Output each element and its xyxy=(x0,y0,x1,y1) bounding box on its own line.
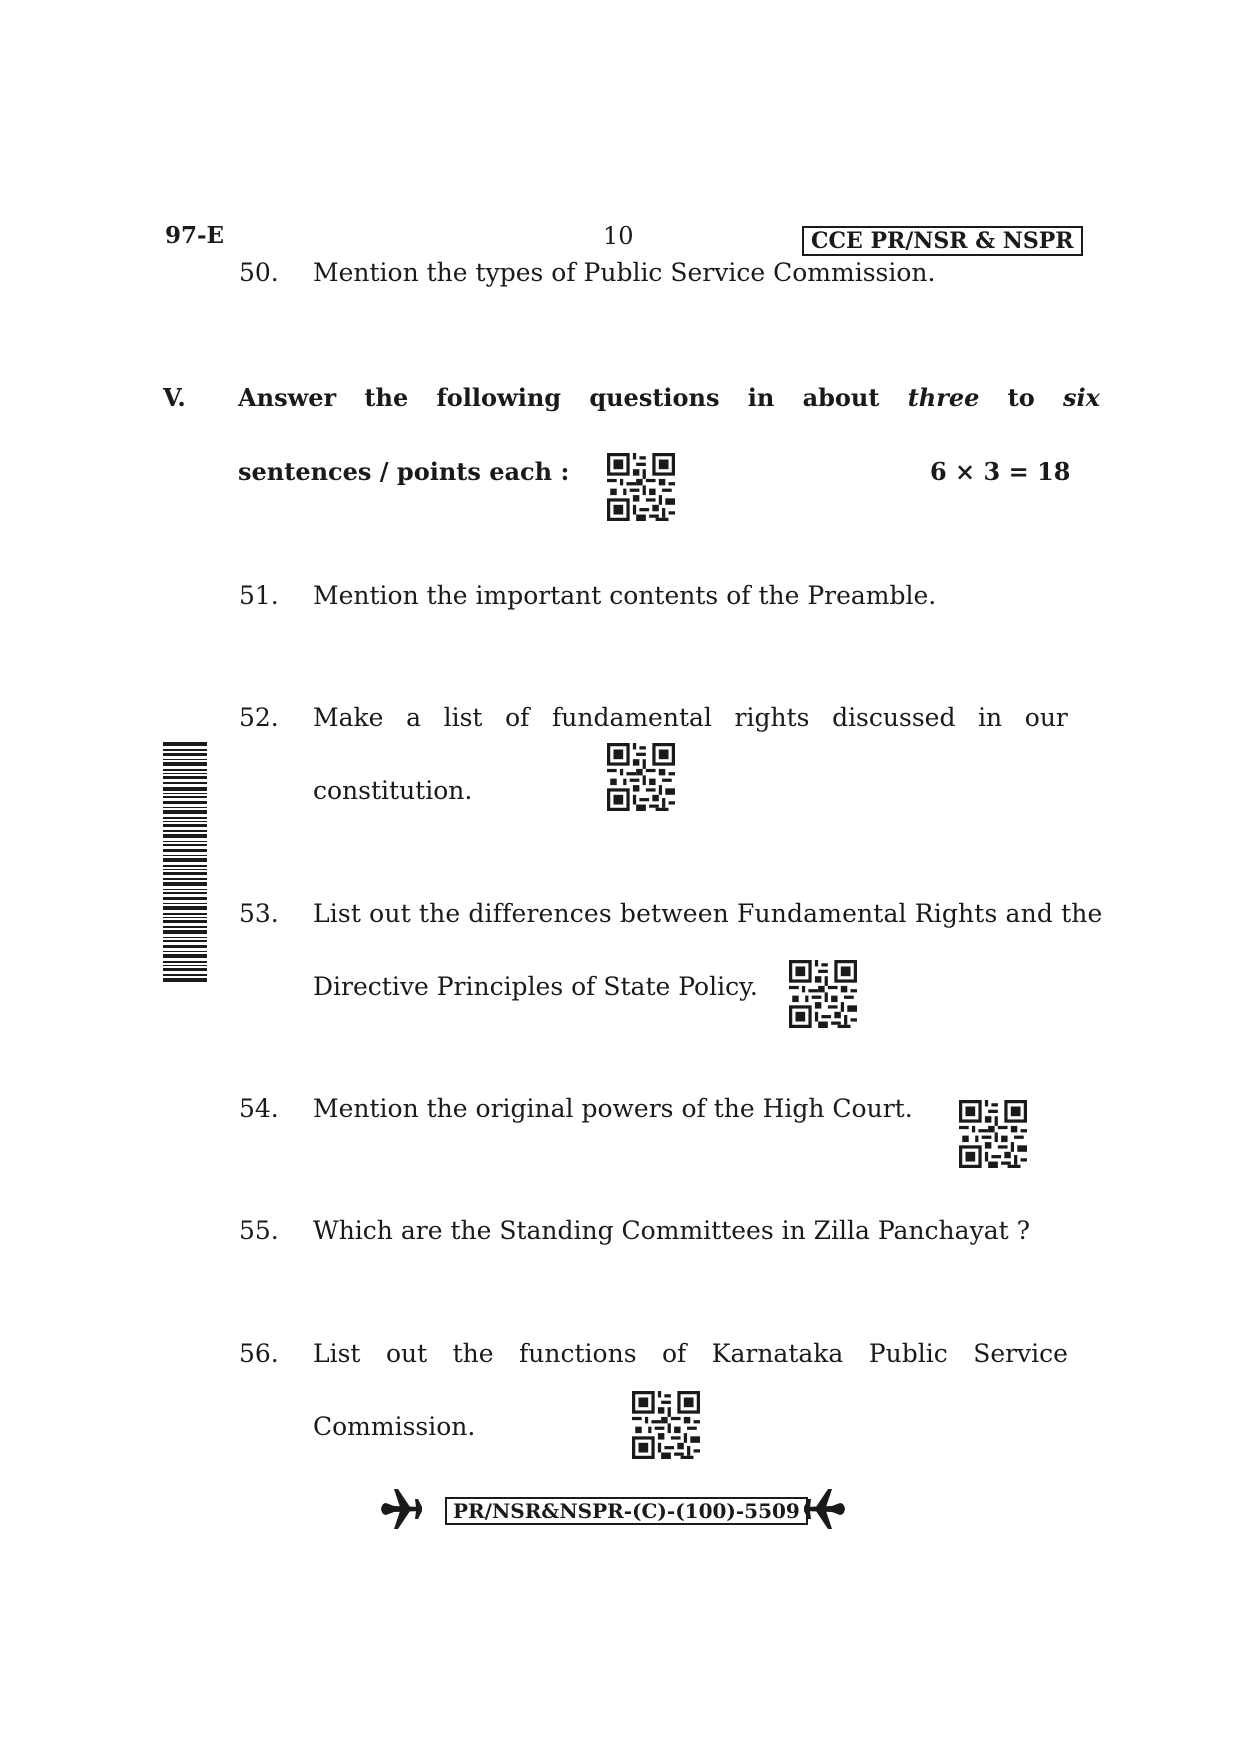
word: a xyxy=(406,703,421,732)
page-number: 10 xyxy=(603,222,634,250)
exam-code-box: CCE PR/NSR & NSPR xyxy=(802,226,1083,256)
qr-code-icon xyxy=(789,960,857,1028)
word: three xyxy=(907,383,980,412)
word: Make xyxy=(313,703,384,732)
question-text-line1: List out the differences between Fundamental Rights and the xyxy=(313,899,1103,928)
paper-code: 97-E xyxy=(165,222,225,249)
word: our xyxy=(1024,703,1068,732)
question-text: Mention the types of Public Service Commission. xyxy=(313,258,936,287)
question-text-line2: Commission. xyxy=(313,1412,476,1441)
airplane-icon xyxy=(802,1487,846,1531)
word: discussed xyxy=(832,703,956,732)
section-instruction-line1 xyxy=(238,383,1100,412)
question-text: Which are the Standing Committees in Zilla Panchayat ? xyxy=(313,1216,1030,1245)
question-text: Mention the original powers of the High Court. xyxy=(313,1094,913,1123)
section-number: V. xyxy=(163,383,186,412)
question-number: 51. xyxy=(239,581,279,610)
word: in xyxy=(978,703,1003,732)
word: in xyxy=(747,383,775,412)
question-text-line2: Directive Principles of State Policy. xyxy=(313,972,758,1001)
question-text-line1 xyxy=(313,703,1068,732)
question-text: Mention the important contents of the Preamble. xyxy=(313,581,937,610)
word: of xyxy=(505,703,530,732)
word: list xyxy=(443,703,483,732)
word: Karnataka xyxy=(711,1339,844,1368)
word: Public xyxy=(868,1339,948,1368)
footer-code-box: PR/NSR&NSPR-(C)-(100)-5509 xyxy=(445,1497,808,1525)
word: about xyxy=(802,383,880,412)
question-number: 53. xyxy=(239,899,279,928)
airplane-icon xyxy=(380,1487,424,1531)
word: the xyxy=(364,383,409,412)
word: functions xyxy=(519,1339,637,1368)
word: to xyxy=(1007,383,1035,412)
word: the xyxy=(452,1339,494,1368)
word: List xyxy=(313,1339,361,1368)
word: rights xyxy=(734,703,810,732)
qr-code-icon xyxy=(607,453,675,521)
question-number: 50. xyxy=(239,258,279,287)
word: of xyxy=(662,1339,687,1368)
question-number: 52. xyxy=(239,703,279,732)
word: questions xyxy=(589,383,720,412)
qr-code-icon xyxy=(607,743,675,811)
qr-code-icon xyxy=(632,1391,700,1459)
word: Service xyxy=(973,1339,1068,1368)
qr-code-icon xyxy=(959,1100,1027,1168)
word: Answer xyxy=(238,383,337,412)
word: following xyxy=(436,383,562,412)
question-text-line1 xyxy=(313,1339,1068,1368)
barcode-icon xyxy=(163,742,207,982)
question-number: 55. xyxy=(239,1216,279,1245)
question-text-line2: constitution. xyxy=(313,776,473,805)
section-marks: 6 × 3 = 18 xyxy=(930,457,1071,486)
word: six xyxy=(1063,383,1100,412)
question-number: 54. xyxy=(239,1094,279,1123)
word: out xyxy=(385,1339,428,1368)
word: fundamental xyxy=(551,703,712,732)
question-number: 56. xyxy=(239,1339,279,1368)
section-instruction-line2: sentences / points each : xyxy=(238,457,570,486)
